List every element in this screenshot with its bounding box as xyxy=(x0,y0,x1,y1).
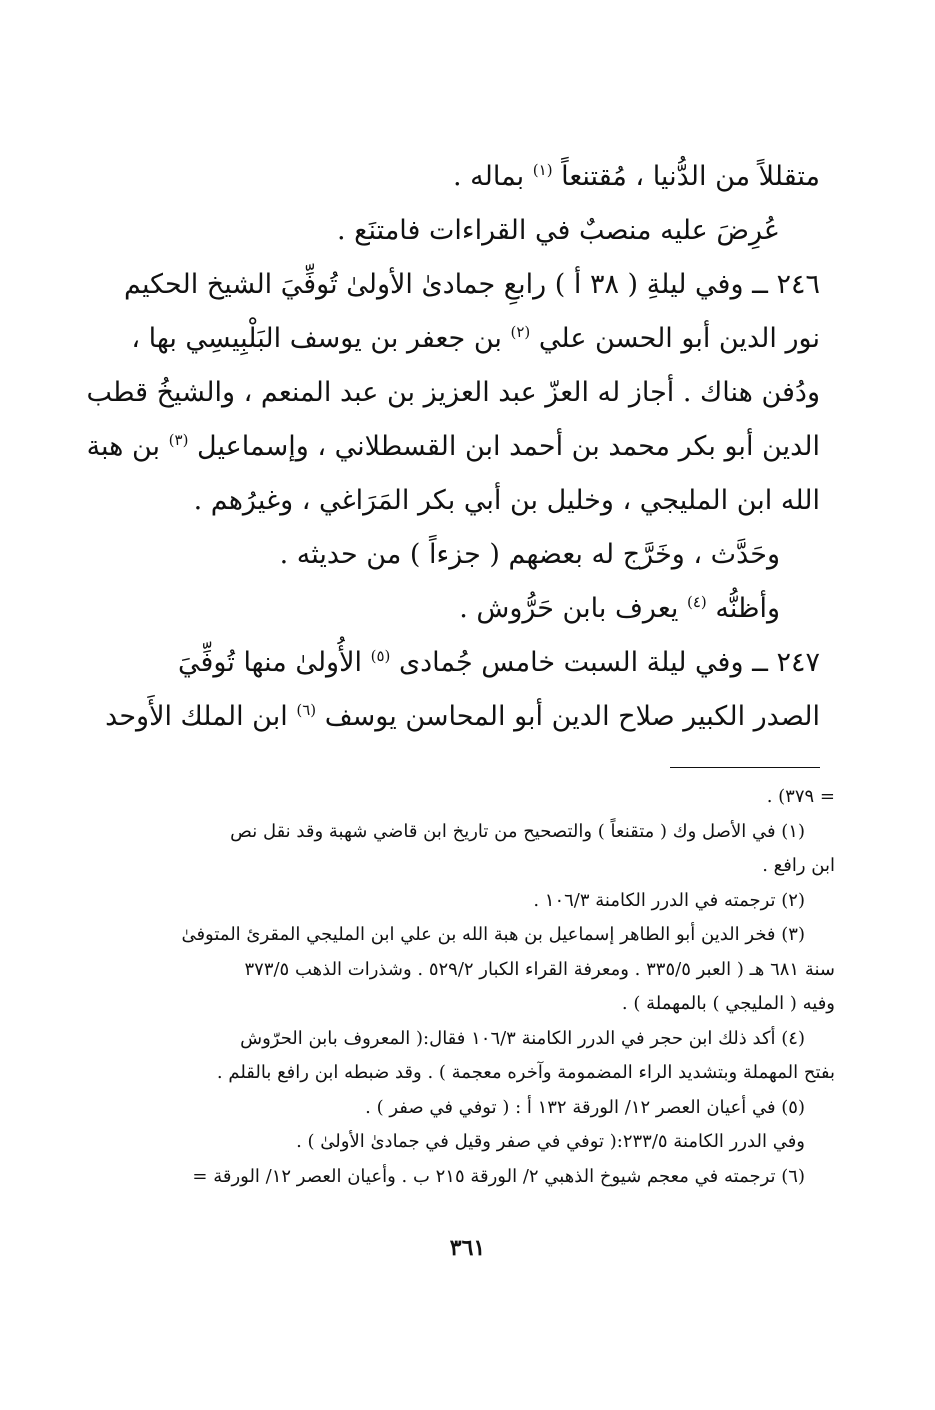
line-text: الله ابن المليجي ، وخليل بن أبي بكر المَرَاغي ، وغيرُهم . xyxy=(193,485,820,516)
body-line xyxy=(131,312,820,366)
line-text: نور الدين أبو الحسن علي xyxy=(538,323,820,354)
body-line xyxy=(105,690,820,744)
footnote-line: (٦) ترجمته في معجم شيوخ الذهبي ٢/ الورقة ٢١٥ ب . وأعيان العصر ١٢/ الورقة = xyxy=(192,1165,805,1187)
body-line xyxy=(150,150,820,204)
footnote-line: (٢) ترجمته في الدرر الكامنة ١٠٦/٣ . xyxy=(533,889,805,911)
line-text: عُرِضَ عليه منصبٌ في القراءات فامتنَع . xyxy=(336,215,780,246)
line-text: الأُولىٰ منها تُوفِّيَ xyxy=(178,647,362,678)
body-line xyxy=(150,474,820,528)
footnote-line: ابن رافع . xyxy=(762,855,835,876)
footnote-marker: (٢) xyxy=(510,323,531,341)
entry-heading-247: ٢٤٧ ــ وفي ليلة السبت خامس جُمادى xyxy=(398,647,820,678)
main-body-text xyxy=(86,150,820,744)
line-text: الدين أبو بكر محمد بن أحمد ابن القسطلاني ، وإسماعيل xyxy=(197,431,820,462)
line-text: الصدر الكبير صلاح الدين أبو المحاسن يوسف xyxy=(324,701,820,732)
footnote-divider xyxy=(670,767,820,768)
body-line xyxy=(150,636,820,690)
footnote-marker: (٤) xyxy=(686,593,707,611)
line-text: بماله . xyxy=(452,161,525,192)
body-line xyxy=(150,528,820,582)
page-number: ٣٦١ xyxy=(449,1235,486,1261)
footnote-line: بفتح المهملة وبتشديد الراء المضمومة وآخره معجمة ) . وقد ضبطه ابن رافع بالقلم . xyxy=(216,1062,835,1083)
footnote-line: (٤) أكد ذلك ابن حجر في الدرر الكامنة ١٠٦/٣ فقال:( المعروف بابن الحرّوش xyxy=(240,1027,805,1049)
footnotes-section xyxy=(150,780,835,1194)
line-text: يعرف بابن حَرُّوش . xyxy=(459,593,679,624)
footnote-marker: (٥) xyxy=(370,647,391,665)
entry-heading-246: ٢٤٦ ــ وفي ليلةِ ( ٣٨ أ ) رابعِ جمادىٰ الأولىٰ تُوفِّيَ الشيخ الحكيم xyxy=(124,269,820,300)
line-text: ابن الملك الأَوحد xyxy=(105,701,288,732)
line-text: ودُفن هناك . أجاز له العزّ عبد العزيز بن عبد المنعم ، والشيخُ قطب xyxy=(86,377,820,408)
body-line xyxy=(150,582,820,636)
footnote-line: وفي الدرر الكامنة ٢٣٣/٥:( توفي في صفر وقيل في جمادىٰ الأولىٰ ) . xyxy=(296,1131,805,1152)
line-text: بن هبة xyxy=(86,431,161,462)
footnote-line: سنة ٦٨١ هـ ( العبر ٣٣٥/٥ . ومعرفة القراء الكبار ٥٢٩/٢ . وشذرات الذهب ٣٧٣/٥ xyxy=(244,958,835,980)
body-line xyxy=(86,420,820,474)
body-line xyxy=(150,204,820,258)
footnote-line: (٣) فخر الدين أبو الطاهر إسماعيل بن هبة الله بن علي ابن المليجي المقرئ المتوفىٰ xyxy=(181,924,805,945)
line-text: وحَدَّث ، وخَرَّج له بعضهم ( جزءاً ) من حديثه . xyxy=(279,539,780,570)
footnote-marker: (١) xyxy=(532,161,553,179)
line-text: وأظنُّه xyxy=(715,593,780,624)
footnote-line: (١) في الأصل وك ( متقنعاً ) والتصحيح من تاريخ ابن قاضي شهبة وقد نقل نص xyxy=(230,820,805,842)
footnote-line: = ٣٧٩) . xyxy=(766,786,835,807)
body-line xyxy=(86,366,820,420)
body-line xyxy=(124,258,820,312)
footnote-marker: (٦) xyxy=(296,701,317,719)
line-text: بن جعفر بن يوسف البَلْبِيسِي بها ، xyxy=(131,323,502,354)
footnote-line: وفيه ( المليجي ) بالمهملة ) . xyxy=(621,993,835,1014)
line-text: متقللاً من الدُّنيا ، مُقتنعاً xyxy=(561,161,820,192)
footnote-line: (٥) في أعيان العصر ١٢/ الورقة ١٣٢ أ : ( توفي في صفر ) . xyxy=(365,1096,805,1118)
footnote-marker: (٣) xyxy=(168,431,189,449)
